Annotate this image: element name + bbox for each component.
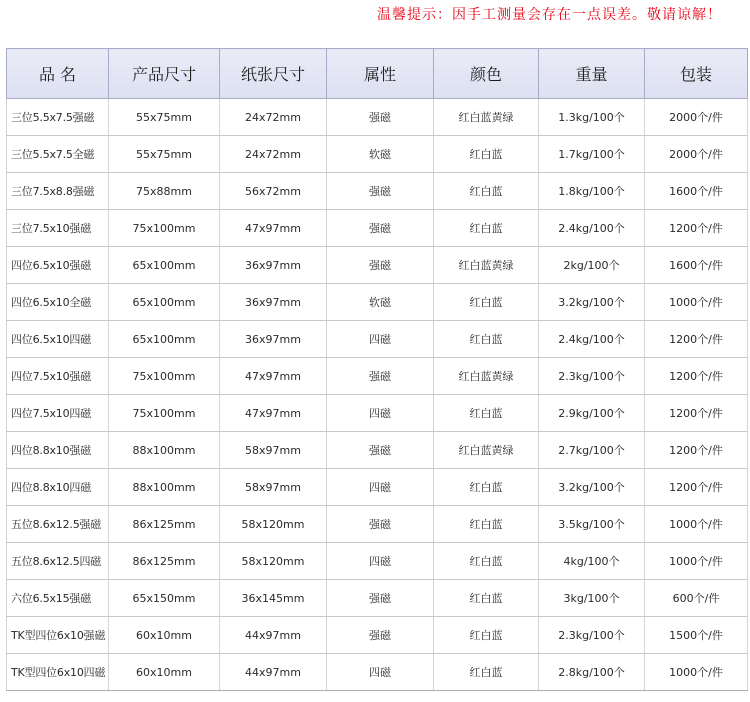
table-row [7, 210, 748, 247]
table-row [7, 617, 748, 654]
table-row [7, 580, 748, 617]
cell-weight: 3.5kg/100个 [539, 506, 645, 543]
cell-product-size: 88x100mm [109, 469, 220, 506]
cell-color: 红白蓝 [434, 173, 539, 210]
cell-product-name: 三位7.5x8.8强磁 [7, 173, 109, 210]
table-row [7, 543, 748, 580]
cell-packing: 1600个/件 [645, 173, 748, 210]
cell-packing: 600个/件 [645, 580, 748, 617]
cell-weight: 3.2kg/100个 [539, 284, 645, 321]
table-row [7, 654, 748, 691]
cell-packing: 1500个/件 [645, 617, 748, 654]
cell-attribute: 强磁 [327, 173, 434, 210]
cell-packing: 1200个/件 [645, 432, 748, 469]
cell-product-name: 四位6.5x10全磁 [7, 284, 109, 321]
cell-product-name: 三位5.5x7.5全磁 [7, 136, 109, 173]
cell-packing: 2000个/件 [645, 136, 748, 173]
table-row [7, 321, 748, 358]
cell-product-size: 55x75mm [109, 99, 220, 136]
cell-color: 红白蓝 [434, 543, 539, 580]
cell-paper-size: 24x72mm [220, 136, 327, 173]
cell-paper-size: 58x120mm [220, 506, 327, 543]
cell-color: 红白蓝 [434, 395, 539, 432]
table-row [7, 358, 748, 395]
cell-paper-size: 36x97mm [220, 284, 327, 321]
header-paper-size: 纸张尺寸 [220, 49, 327, 99]
cell-product-size: 75x100mm [109, 395, 220, 432]
header-product-name: 品 名 [7, 49, 109, 99]
cell-color: 红白蓝 [434, 617, 539, 654]
cell-product-size: 86x125mm [109, 506, 220, 543]
cell-packing: 1200个/件 [645, 395, 748, 432]
cell-attribute: 强磁 [327, 358, 434, 395]
cell-attribute: 四磁 [327, 654, 434, 691]
table-row [7, 173, 748, 210]
cell-product-name: 四位7.5x10四磁 [7, 395, 109, 432]
cell-packing: 1000个/件 [645, 654, 748, 691]
cell-paper-size: 47x97mm [220, 358, 327, 395]
cell-paper-size: 58x97mm [220, 469, 327, 506]
cell-product-name: 五位8.6x12.5强磁 [7, 506, 109, 543]
table-row [7, 247, 748, 284]
table-row [7, 506, 748, 543]
cell-product-name: 五位8.6x12.5四磁 [7, 543, 109, 580]
cell-packing: 1200个/件 [645, 321, 748, 358]
cell-product-size: 65x150mm [109, 580, 220, 617]
cell-packing: 1000个/件 [645, 506, 748, 543]
cell-paper-size: 58x97mm [220, 432, 327, 469]
cell-paper-size: 36x97mm [220, 247, 327, 284]
cell-attribute: 四磁 [327, 395, 434, 432]
cell-color: 红白蓝 [434, 321, 539, 358]
table-row [7, 432, 748, 469]
cell-product-size: 55x75mm [109, 136, 220, 173]
cell-product-size: 60x10mm [109, 654, 220, 691]
cell-weight: 2.4kg/100个 [539, 321, 645, 358]
cell-attribute: 强磁 [327, 210, 434, 247]
cell-paper-size: 58x120mm [220, 543, 327, 580]
cell-attribute: 强磁 [327, 506, 434, 543]
cell-product-name: TK型四位6x10四磁 [7, 654, 109, 691]
cell-product-size: 60x10mm [109, 617, 220, 654]
cell-weight: 4kg/100个 [539, 543, 645, 580]
cell-paper-size: 36x97mm [220, 321, 327, 358]
notice-text: 温馨提示：因手工测量会存在一点误差。敬请谅解！ [377, 7, 722, 23]
cell-paper-size: 47x97mm [220, 210, 327, 247]
cell-color: 红白蓝 [434, 506, 539, 543]
table-row [7, 136, 748, 173]
cell-paper-size: 56x72mm [220, 173, 327, 210]
cell-product-name: TK型四位6x10强磁 [7, 617, 109, 654]
cell-attribute: 强磁 [327, 99, 434, 136]
cell-weight: 2kg/100个 [539, 247, 645, 284]
cell-color: 红白蓝 [434, 210, 539, 247]
cell-paper-size: 24x72mm [220, 99, 327, 136]
cell-packing: 1600个/件 [645, 247, 748, 284]
cell-product-size: 75x100mm [109, 358, 220, 395]
cell-color: 红白蓝黄绿 [434, 432, 539, 469]
cell-product-size: 88x100mm [109, 432, 220, 469]
cell-packing: 1200个/件 [645, 358, 748, 395]
cell-product-size: 65x100mm [109, 321, 220, 358]
cell-attribute: 强磁 [327, 247, 434, 284]
header-packing: 包装 [645, 49, 748, 99]
cell-attribute: 软磁 [327, 284, 434, 321]
cell-attribute: 四磁 [327, 469, 434, 506]
cell-product-size: 75x100mm [109, 210, 220, 247]
cell-product-name: 三位7.5x10强磁 [7, 210, 109, 247]
cell-product-name: 四位8.8x10四磁 [7, 469, 109, 506]
header-color: 颜色 [434, 49, 539, 99]
cell-attribute: 强磁 [327, 580, 434, 617]
cell-color: 红白蓝黄绿 [434, 99, 539, 136]
cell-weight: 3.2kg/100个 [539, 469, 645, 506]
cell-product-size: 75x88mm [109, 173, 220, 210]
cell-product-size: 86x125mm [109, 543, 220, 580]
header-product-size: 产品尺寸 [109, 49, 220, 99]
cell-product-name: 四位8.8x10强磁 [7, 432, 109, 469]
cell-weight: 2.9kg/100个 [539, 395, 645, 432]
cell-color: 红白蓝 [434, 469, 539, 506]
table-row [7, 469, 748, 506]
cell-weight: 2.7kg/100个 [539, 432, 645, 469]
cell-product-name: 三位5.5x7.5强磁 [7, 99, 109, 136]
cell-color: 红白蓝 [434, 580, 539, 617]
cell-packing: 1200个/件 [645, 210, 748, 247]
cell-paper-size: 44x97mm [220, 654, 327, 691]
cell-product-size: 65x100mm [109, 247, 220, 284]
cell-color: 红白蓝黄绿 [434, 247, 539, 284]
product-spec-table [6, 48, 748, 691]
cell-attribute: 强磁 [327, 432, 434, 469]
cell-packing: 1000个/件 [645, 284, 748, 321]
cell-product-name: 六位6.5x15强磁 [7, 580, 109, 617]
table-row [7, 284, 748, 321]
cell-weight: 3kg/100个 [539, 580, 645, 617]
header-weight: 重量 [539, 49, 645, 99]
cell-color: 红白蓝 [434, 136, 539, 173]
cell-color: 红白蓝 [434, 284, 539, 321]
cell-paper-size: 36x145mm [220, 580, 327, 617]
cell-product-name: 四位6.5x10强磁 [7, 247, 109, 284]
cell-attribute: 强磁 [327, 617, 434, 654]
cell-color: 红白蓝黄绿 [434, 358, 539, 395]
cell-weight: 2.3kg/100个 [539, 617, 645, 654]
cell-weight: 2.8kg/100个 [539, 654, 645, 691]
cell-paper-size: 44x97mm [220, 617, 327, 654]
cell-packing: 1200个/件 [645, 469, 748, 506]
cell-product-name: 四位7.5x10强磁 [7, 358, 109, 395]
cell-weight: 2.3kg/100个 [539, 358, 645, 395]
header-attribute: 属性 [327, 49, 434, 99]
cell-color: 红白蓝 [434, 654, 539, 691]
table-row [7, 99, 748, 136]
cell-weight: 2.4kg/100个 [539, 210, 645, 247]
cell-product-name: 四位6.5x10四磁 [7, 321, 109, 358]
cell-paper-size: 47x97mm [220, 395, 327, 432]
cell-attribute: 四磁 [327, 321, 434, 358]
cell-product-size: 65x100mm [109, 284, 220, 321]
cell-weight: 1.3kg/100个 [539, 99, 645, 136]
cell-weight: 1.8kg/100个 [539, 173, 645, 210]
table-row [7, 395, 748, 432]
cell-weight: 1.7kg/100个 [539, 136, 645, 173]
cell-attribute: 软磁 [327, 136, 434, 173]
cell-packing: 2000个/件 [645, 99, 748, 136]
cell-packing: 1000个/件 [645, 543, 748, 580]
header-row [7, 49, 748, 99]
cell-attribute: 四磁 [327, 543, 434, 580]
